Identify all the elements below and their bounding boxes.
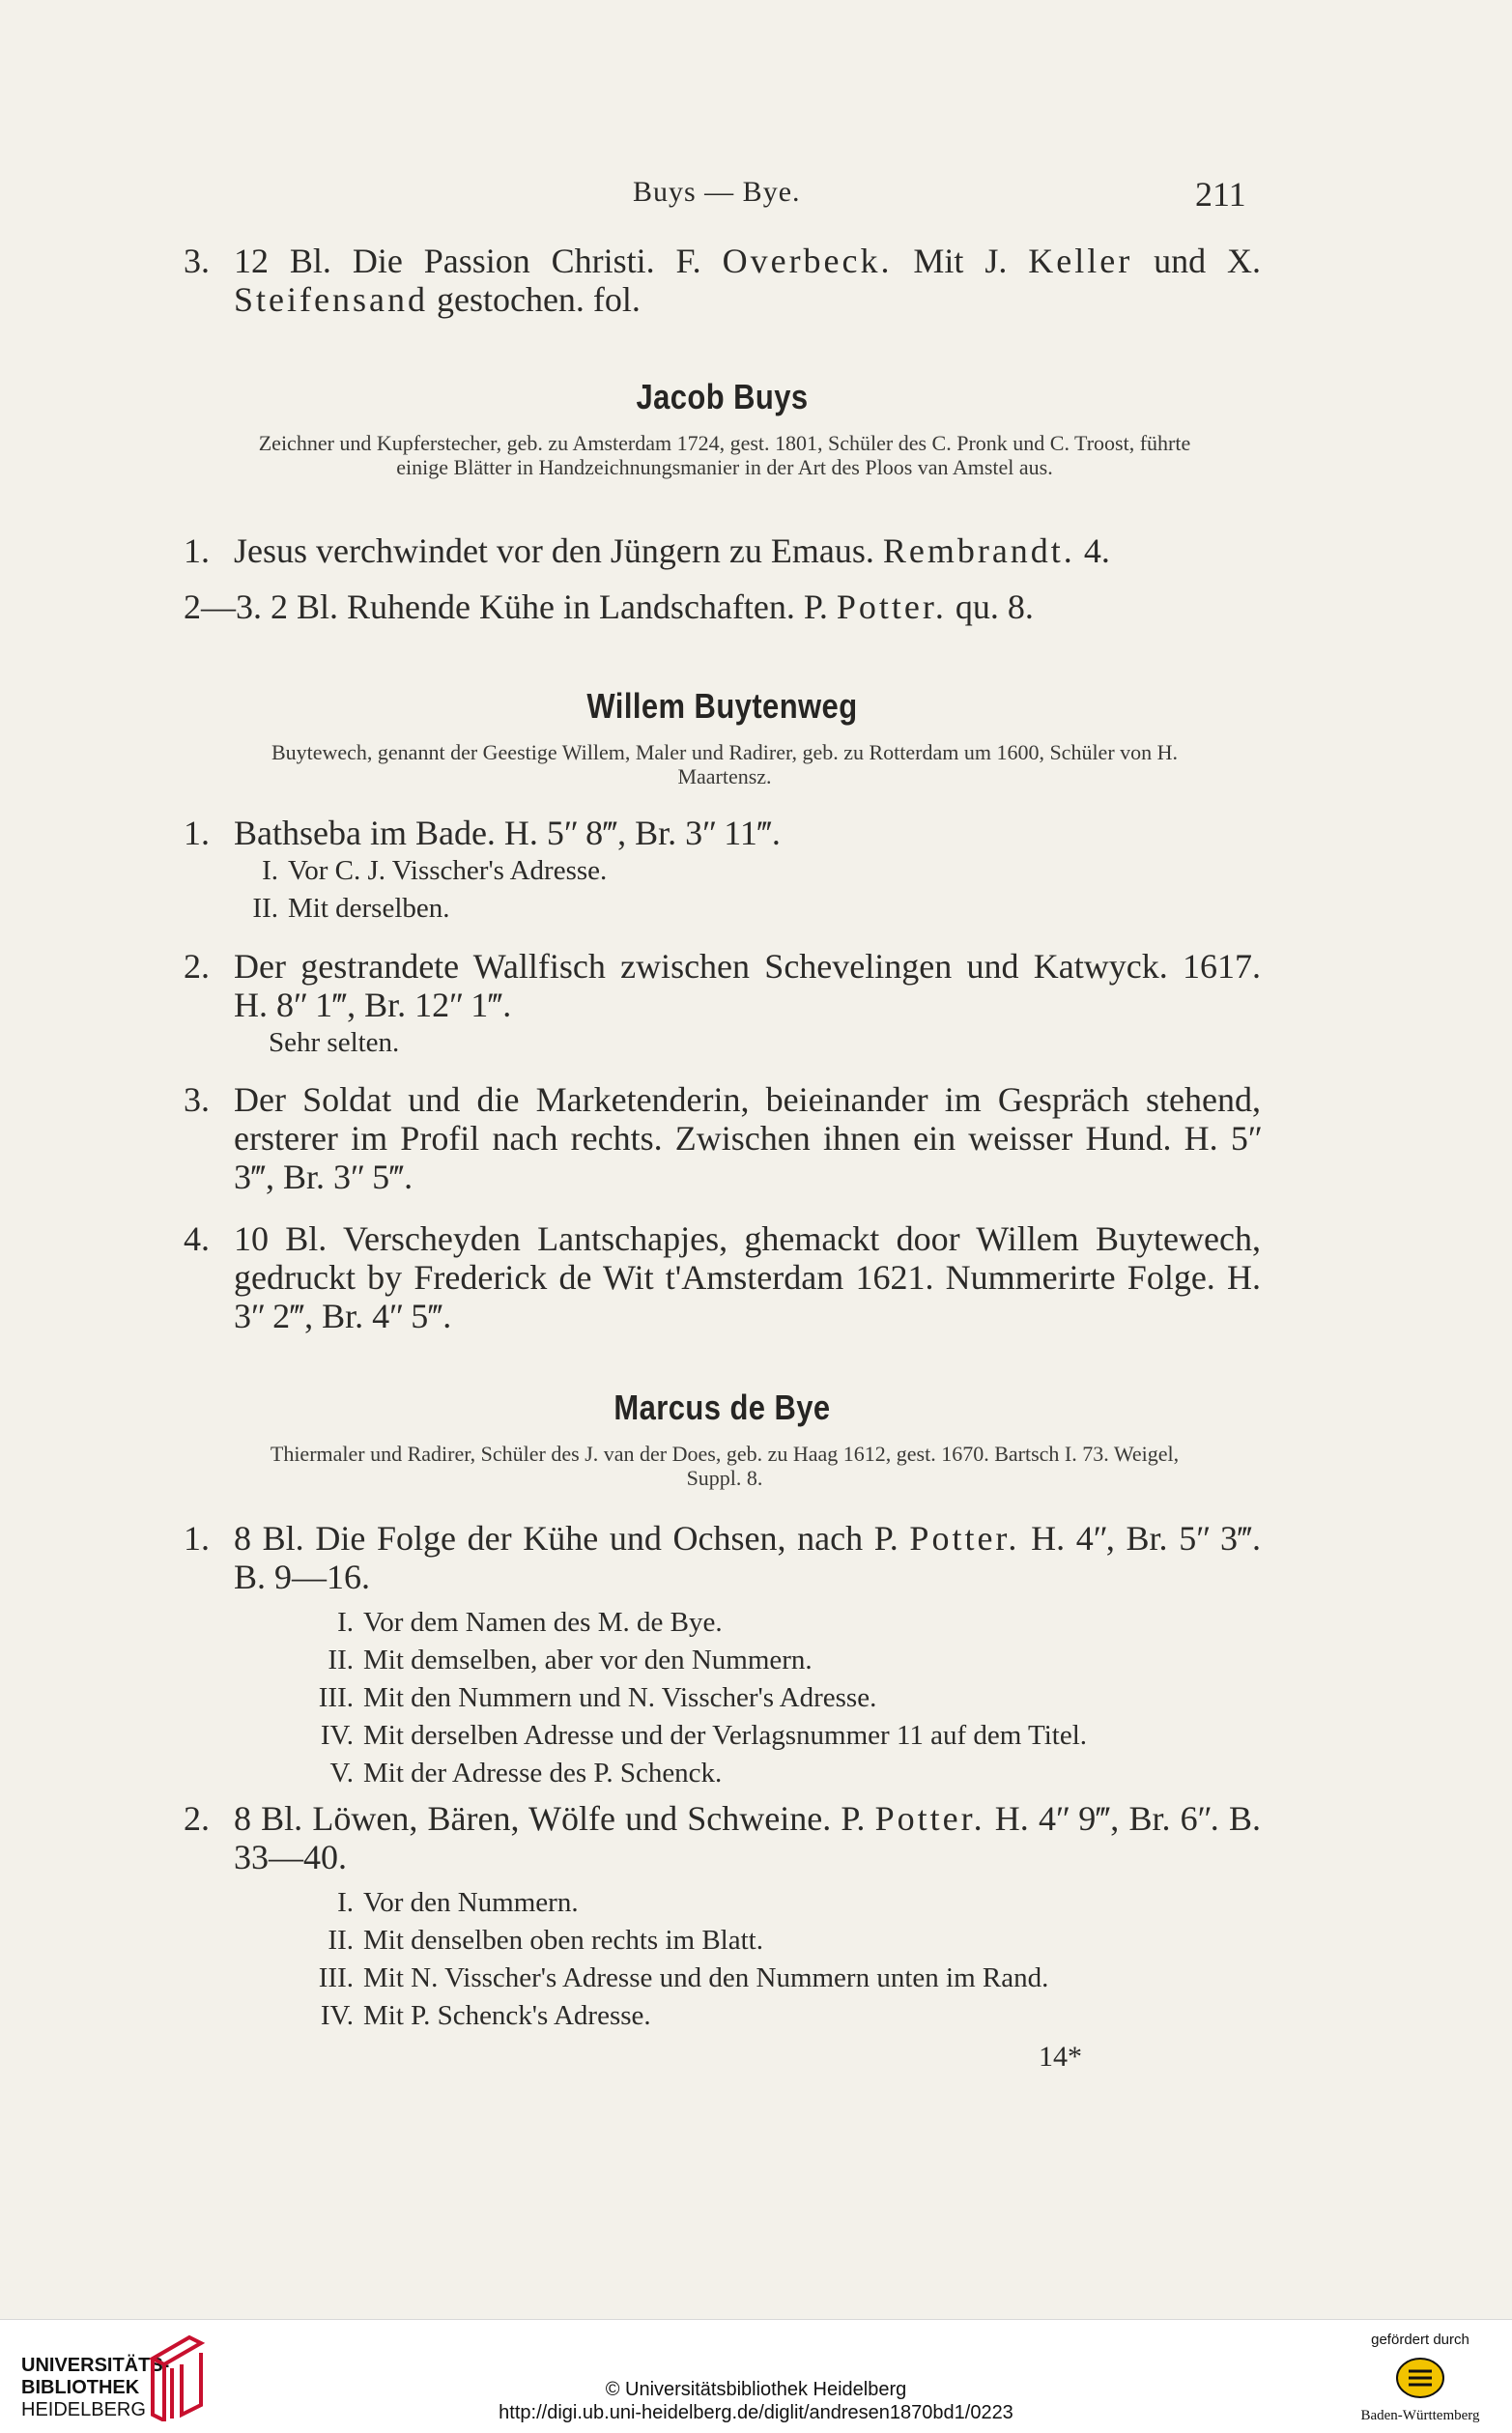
running-title: Buys — Bye. [633,176,801,208]
section-marcus-de-bye [184,1388,1261,1428]
sponsor-block: gefördert durch Baden-Württemberg [1360,2332,1480,2423]
section-bio: Buytewech, genannt der Geestige Willem, Maler und Radirer, geb. zu Rotterdam um 1600, Schüler von H. Maartensz. [271,740,1179,788]
catalog-entry: 1. Jesus verchwindet vor den Jüngern zu Emaus. Rembrandt. 4. [184,531,1110,570]
section-willem-buytenweg [184,686,1261,727]
page-number: 211 [1195,175,1246,214]
scanned-page: Buys — Bye. 211 3. 12 Bl. Die Passion Christi. F. Overbeck. Mit J. Keller und X. Steifensand gestochen. fol. Jacob Buys Zeichner und Kupferstecher, geb. zu Amsterdam 1724, gest. 1801, Schüler des C. Pronk und C. Troost, führte einige Blätter in Handzeichnungsmanier in der Art des Ploos van Amstel aus. 1. Jesus verchwindet vor den Jüngern zu Emaus. Rembrandt. 4. 2—3. 2 Bl. Ruhende Kühe in Landschaften. P. Potter. qu. 8. Willem Buytenweg Buytewech, genannt der Geestige Willem, Maler und Radirer, geb. zu Rotterdam um 1600, Schüler von H. Maartensz. 1. Bathseba im Bade. H. 5ʺ 8‴, Br. 3ʺ 11‴. I. Vor C. J. Visscher's Adresse. II. Mit derselben. 2. Der gestrandete Wallfisch zwischen Schevelingen und Katwyck. 1617. H. 8ʺ 1‴, Br. 12ʺ 1‴. Sehr selten. 3. Der Soldat und die Marketenderin, beieinander im Gespräch stehend, ersterer im Profil nach rechts. Zwischen ihnen ein weisser Hund. H. 5ʺ 3‴, Br. 3ʺ 5‴. 4. 10 Bl. Verscheyden Lantschapjes, ghemackt door Willem Buytewech, gedruckt by Frederick de Wit t'Amsterdam 1621. Nummerirte Folge. H. 3ʺ 2‴, Br. 4ʺ 5‴. Marcus de Bye Thiermaler und Radirer, Schüler des J. van der Does, geb. zu Haag 1612, gest. 1670. Bartsch I. 73. Weigel, Suppl. 8. 1. 8 Bl. Die Folge der Kühe und Ochsen, nach P. Potter. H. 4ʺ, Br. 5ʺ 3‴. B. 9—16. I. Vor dem Namen des M. de Bye. II. Mit demselben, aber vor den Nummern. III. Mit den Nummern und N. Visscher's Adresse. IV. Mit derselben Adresse und der Verlagsnummer 11 auf dem Titel. V. Mit der Adresse des P. Schenck. 2. 8 Bl. Löwen, Bären, Wölfe und Schweine. P. Potter. H. 4ʺ 9‴, Br. 6ʺ. B. 33—40. I. Vor den Nummern. II. Mit denselben oben rechts im Blatt. III. Mit N. Visscher's Adresse und den Nummern unten im Rand. IV. Mit P. Schenck's Adresse. 14* [0,0,1512,2319]
catalog-entry: 2. Der gestrandete Wallfisch zwischen Schevelingen und Katwyck. 1617. H. 8ʺ 1‴, Br. 12ʺ 1‴. [184,947,1261,1024]
running-header [0,174,1512,222]
copyright-notice: © Universitätsbibliothek Heidelberg http://digi.ub.uni-heidelberg.de/diglit/andresen1870bd1/0223 [0,2378,1512,2424]
entry-overbeck: 3. 12 Bl. Die Passion Christi. F. Overbeck. Mit J. Keller und X. Steifensand gestochen. fol. [184,242,1262,319]
section-bio: Zeichner und Kupferstecher, geb. zu Amsterdam 1724, gest. 1801, Schüler des C. Pronk und C. Troost, führte einige Blätter in Handzeichnungsmanier in der Art des Ploos van Amstel aus. [258,431,1191,479]
signature-mark: 14* [1039,2041,1082,2073]
catalog-entry: 1. 8 Bl. Die Folge der Kühe und Ochsen, nach P. Potter. H. 4ʺ, Br. 5ʺ 3‴. B. 9—16. [184,1519,1262,1596]
section-bio: Thiermaler und Radirer, Schüler des J. van der Does, geb. zu Haag 1612, gest. 1670. Bartsch I. 73. Weigel, Suppl. 8. [270,1442,1180,1490]
section-jacob-buys [184,377,1261,417]
section-heading: Marcus de Bye [613,1388,831,1427]
section-heading: Jacob Buys [636,377,809,416]
state-crest-icon [1391,2354,1449,2402]
library-logo-text: UNIVERSITÄTS- BIBLIOTHEK HEIDELBERG [21,2355,170,2420]
catalog-entry: 3. Der Soldat und die Marketenderin, beieinander im Gespräch stehend, ersterer im Profil nach rechts. Zwischen ihnen ein weisser Hund. H. 5ʺ 3‴, Br. 3ʺ 5‴. [184,1080,1261,1196]
catalog-entry: 2—3. 2 Bl. Ruhende Kühe in Landschaften. P. Potter. qu. 8. [184,587,1034,626]
catalog-entry: 1. Bathseba im Bade. H. 5ʺ 8‴, Br. 3ʺ 11‴. [184,814,781,852]
catalog-entry: 2. 8 Bl. Löwen, Bären, Wölfe und Schweine. P. Potter. H. 4ʺ 9‴, Br. 6ʺ. B. 33—40. [184,1799,1261,1876]
section-heading: Willem Buytenweg [586,686,858,726]
permalink-url[interactable]: http://digi.ub.uni-heidelberg.de/diglit/andresen1870bd1/0223 [499,2402,1013,2423]
digitization-footer [0,2319,1512,2433]
catalog-entry: 4. 10 Bl. Verscheyden Lantschapjes, ghemackt door Willem Buytewech, gedruckt by Frederick de Wit t'Amsterdam 1621. Nummerirte Folge. H. 3ʺ 2‴, Br. 4ʺ 5‴. [184,1219,1261,1335]
